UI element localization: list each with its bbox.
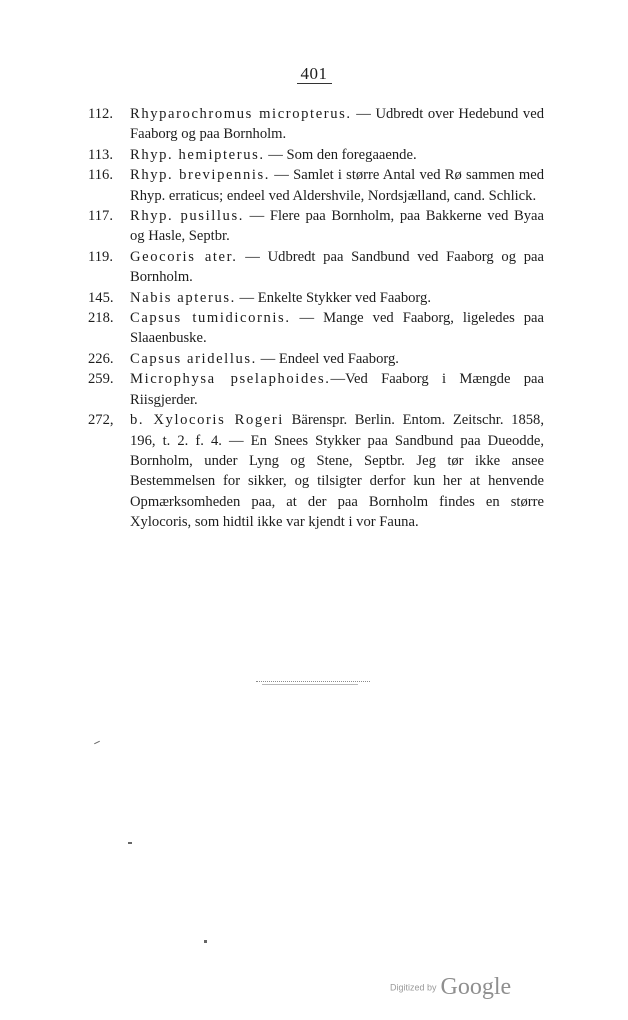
entry-text: — Samlet i større Antal ved Rø sammen med Rhyp. erraticus; endeel ved Aldershvile, Nordsjælland, cand. Schlick. (130, 167, 544, 204)
entry-116 (88, 165, 544, 206)
section-divider-underline (262, 684, 358, 685)
entry-112 (88, 104, 544, 145)
entry-number: 117. (88, 208, 113, 225)
species-name: Rhyparochromus micropterus. (130, 106, 352, 122)
entry-list (88, 104, 544, 533)
entry-119 (88, 247, 544, 288)
entry-218 (88, 308, 544, 349)
entry-number: 259. (88, 371, 114, 388)
digitized-label: Digitized by (390, 982, 437, 993)
page-number-text: 401 (297, 64, 332, 84)
entry-text: — Mange ved Faaborg, ligeledes paa Slaaenbuske. (130, 310, 544, 347)
entry-text: —Ved Faaborg i Mængde paa Riisgjerder. (130, 371, 544, 408)
entry-number: 145. (88, 289, 114, 306)
entry-259 (88, 369, 544, 410)
species-name: Microphysa pselaphoides. (130, 371, 331, 388)
entry-number: 226. (88, 350, 114, 367)
entry-number: 113. (88, 146, 113, 163)
scan-speck (128, 842, 132, 844)
entry-number: 112. (88, 106, 113, 122)
entry-272 (88, 410, 544, 532)
entry-text: — Udbredt over Hedebund ved Faaborg og paa Bornholm. (130, 106, 544, 143)
entry-226 (88, 349, 544, 369)
species-name: b. Xylocoris Rogeri (130, 412, 284, 429)
species-name: Nabis apterus. (130, 289, 236, 306)
entry-number: 272, (88, 412, 114, 429)
entry-text: — Som den foregaaende. (264, 146, 417, 163)
page-number (0, 64, 628, 84)
entry-text: — Enkelte Stykker ved Faaborg. (235, 289, 431, 306)
entry-145 (88, 288, 544, 308)
entry-text: — Endeel ved Faaborg. (256, 350, 399, 367)
scan-speck (94, 741, 100, 744)
species-name: Capsus aridellus. (130, 350, 257, 367)
entry-117 (88, 206, 544, 247)
species-name: Rhyp. hemipterus. (130, 146, 265, 163)
google-logo: Google (440, 974, 512, 1000)
entry-number: 119. (88, 248, 113, 265)
species-name: Geocoris ater. (130, 248, 238, 265)
species-name: Capsus tumidicornis. (130, 310, 291, 327)
species-name: Rhyp. brevipennis. (130, 167, 271, 184)
species-name: Rhyp. pusillus. (130, 208, 244, 225)
section-divider (256, 681, 370, 682)
scan-speck (204, 940, 207, 943)
entry-text: Bärenspr. Berlin. Entom. Zeitschr. 1858, 196, t. 2. f. 4. — En Snees Stykker paa Sandbund paa Dueodde, Bornholm, under Lyng og Stene, Septbr. Jeg tør ikke ansee Bestemmelsen for sikker, og tilsigter derfor kun her at henvende Opmærksomheden paa, at der paa Bornholm findes en større Xylocoris, som hidtil ikke var kjendt i vor Fauna. (130, 412, 544, 531)
entry-number: 116. (88, 167, 113, 184)
entry-text: — Flere paa Bornholm, paa Bakkerne ved Byaa og Hasle, Septbr. (130, 208, 544, 245)
entry-113 (88, 145, 544, 165)
digitized-watermark (390, 974, 511, 1001)
entry-text: — Udbredt paa Sandbund ved Faaborg og paa Bornholm. (130, 248, 544, 286)
entry-number: 218. (88, 310, 114, 327)
